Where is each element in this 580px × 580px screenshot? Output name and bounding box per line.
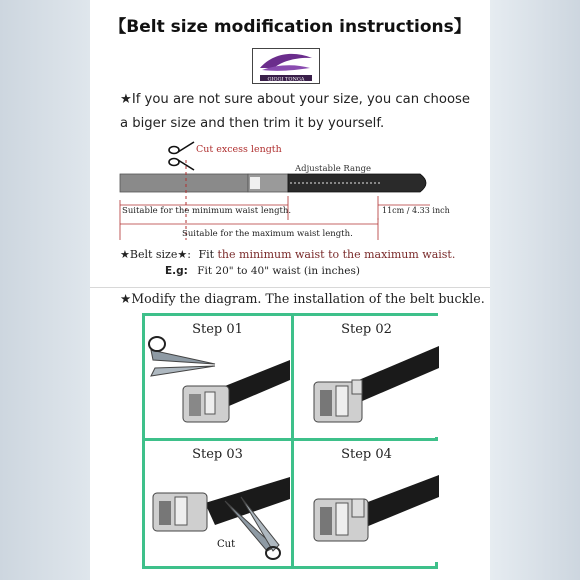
belt-diagram [90, 0, 490, 260]
step-03-cut-note: Cut [217, 539, 236, 550]
step-03-panel [145, 441, 290, 562]
min-length-label: Suitable for the minimum waist length. [122, 206, 292, 216]
cut-label: Cut excess length [196, 144, 282, 155]
left-background [0, 0, 90, 580]
example-label: E.g: [165, 265, 188, 277]
step-01-panel [145, 316, 290, 437]
step-03-label: Step 03 [192, 447, 243, 462]
belt-size-prefix: ★Belt size★: [120, 248, 191, 261]
belt-size-fit: Fit [198, 248, 215, 261]
example-text: Fit 20" to 40" waist (in inches) [197, 265, 360, 277]
belt-tip [288, 174, 426, 192]
right-background [490, 0, 580, 580]
step-04-label: Step 04 [341, 447, 392, 462]
steps-grid [142, 313, 438, 569]
belt-hole-marker [250, 177, 260, 189]
scissors-icon [169, 142, 194, 170]
intro-text: ★If you are not sure about your size, you can choose a biger size and then trim it by yourself. [120, 92, 471, 131]
adjustable-label: Adjustable Range [295, 164, 372, 174]
max-length-label: Suitable for the maximum waist length. [182, 229, 353, 239]
belt-size-line [120, 248, 455, 261]
scissors-icon [149, 337, 215, 376]
belt-size-text: the minimum waist to the maximum waist. [217, 248, 456, 261]
logo-text: GIGGI TONGA [267, 76, 305, 83]
page-title: 【Belt size modification instructions】 [109, 17, 471, 37]
adjust-range-length: 11cm / 4.33 inch [382, 206, 450, 215]
step-02-illustration [294, 316, 439, 437]
modify-heading: ★Modify the diagram. The installation of the belt buckle. [120, 291, 485, 306]
instruction-page [90, 0, 490, 580]
section-divider [90, 287, 490, 288]
step-02-label: Step 02 [341, 322, 392, 337]
step-01-illustration [145, 316, 290, 437]
belt-cut-section [120, 174, 248, 192]
step-02-panel [294, 316, 439, 437]
step-03-illustration [145, 441, 290, 562]
step-04-illustration [294, 441, 439, 562]
step-01-label: Step 01 [192, 322, 243, 337]
step-04-panel [294, 441, 439, 562]
example-line [165, 265, 360, 277]
